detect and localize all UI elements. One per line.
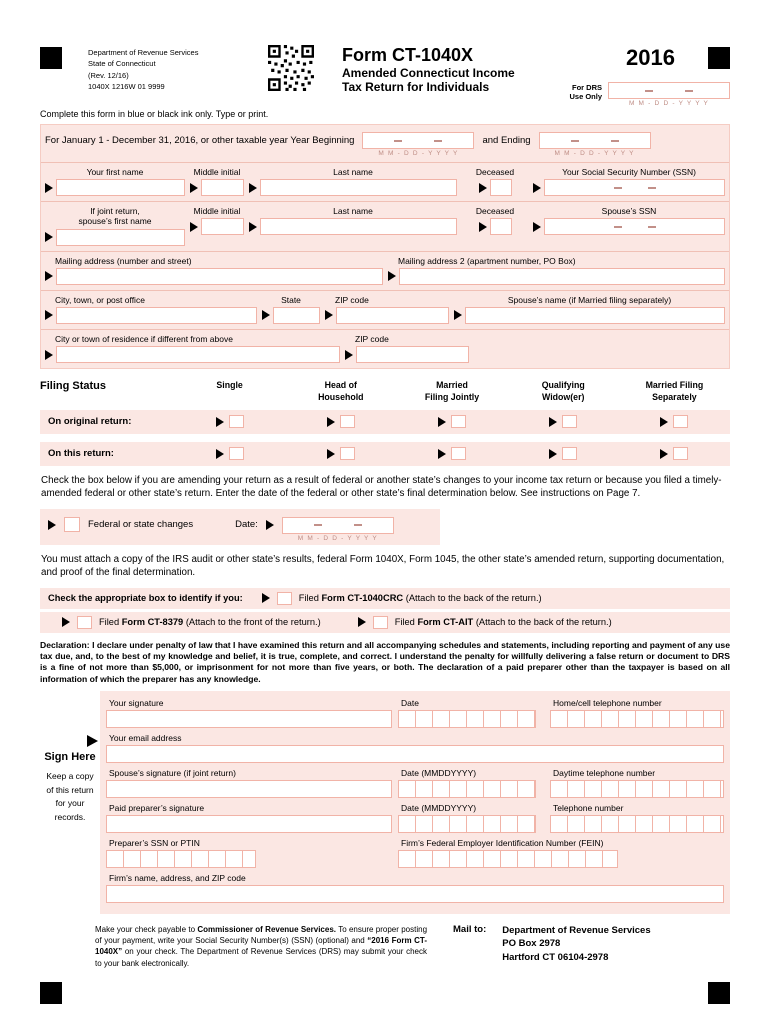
mailing-address-input[interactable] [56,268,383,285]
form-header [40,45,730,107]
preparer-signature-input[interactable] [106,815,392,833]
date-format-hint: M M - D D - Y Y Y Y [554,150,635,157]
preparer-phone-input[interactable] [550,815,724,833]
identify-lead-label: Check the appropriate box to identify if you: [48,593,243,604]
daytime-phone-label: Daytime telephone number [553,768,656,779]
title-block [342,45,515,94]
preparer-ssn-label: Preparer’s SSN or PTIN [109,838,200,849]
arrow-icon [358,617,366,627]
identify-row-1 [40,588,730,609]
deceased-checkbox[interactable] [490,179,512,196]
taxable-year-row [41,125,729,162]
registration-mark [708,982,730,1004]
city-state-zip-row [41,290,729,329]
and-ending-label: and Ending [482,135,531,146]
arrow-icon [660,417,668,427]
signature-date-label: Date [401,698,419,709]
arrow-icon [549,449,557,459]
current-head-of-household-checkbox[interactable] [340,447,355,460]
declaration-text: Declaration: I declare under penalty of law that I have examined this return and all accompanying schedules and statements, including reporting and payment of any use tax due, and, to the best of my knowledge and belief, it is true, complete, and correct. I understand the penalty for willfully delivering a false return or document to DRS is a fine of not more than $5,000, or imprisonment for not more than five years, or both. The declaration of a paid preparer other than the taxpayer is based on all information of which the preparer has any knowledge. [40,639,730,684]
arrow-icon [325,310,333,320]
current-single-checkbox[interactable] [229,447,244,460]
joint-return-label-line: If joint return, [90,206,140,217]
current-qualifying-widow-checkbox[interactable] [562,447,577,460]
mailing-address-label: Mailing address (number and street) [55,255,192,266]
filing-cell [396,447,507,460]
your-signature-label: Your signature [109,698,164,709]
original-return-label: On original return: [48,416,132,428]
home-phone-input[interactable] [550,710,724,728]
signature-date-input[interactable] [398,710,536,728]
arrow-icon [454,310,462,320]
deceased-label: Deceased [475,167,515,177]
spouse-ssn-label: Spouse’s SSN [601,206,657,217]
firm-info-label: Firm’s name, address, and ZIP code [109,873,246,884]
home-phone-label: Home/cell telephone number [553,698,662,709]
arrow-icon [190,183,198,193]
federal-state-changes-checkbox[interactable] [64,517,80,532]
residence-city-label: City or town of residence if different from above [55,333,233,344]
form-subtitle: Amended Connecticut Income [342,66,515,80]
arrow-icon [45,350,53,360]
original-married-filing-jointly-checkbox[interactable] [451,415,466,428]
arrow-icon [190,222,198,232]
email-input[interactable] [106,745,724,763]
filing-cell [508,415,619,428]
amend-instructions: Check the box below if you are amending your return as a result of federal or another state’s changes to your income tax return or because you filed a timely-amended federal or other state’s return. Enter the date of the federal or other state’s final determination below. See instructions on Page 7. [41,474,722,499]
filing-column-header: Single [216,380,243,391]
ssn-label: Your Social Security Number (SSN) [562,167,696,177]
spouse-name-label: Spouse’s name (if Married filing separately) [507,294,672,305]
middle-initial-label: Middle initial [193,167,241,177]
check-instructions: Make your check payable to Commissioner of Revenue Services. To ensure proper posting of your payment, write your Social Security Number(s) (SSN) (optional) and “2016 Form CT-1040X” on your check. The Department of Revenue Services (DRS) may submit your check to your bank electronically. [95,925,428,968]
filing-cell [285,447,396,460]
agency-block [88,47,198,92]
joint-return-label [45,206,185,226]
filing-status-heading: Filing Status [40,380,106,393]
ct-ait-label: Filed Form CT-AIT (Attach to the back of the return.) [394,617,612,628]
identification-section [40,124,730,369]
residence-zip-input[interactable] [356,346,469,363]
filing-column-header: Married Filing Separately [645,380,704,402]
footer [40,924,730,969]
spouse-date-label: Date (MMDDYYYY) [401,768,477,779]
arrow-icon [216,417,224,427]
arrow-icon [45,232,53,242]
signature-fields [100,691,730,914]
federal-state-changes-row [40,509,440,545]
filing-column-header: Qualifying Widow(er) [541,380,585,402]
last-name-input[interactable] [260,179,457,196]
city-label: City, town, or post office [55,294,145,305]
arrow-icon [438,449,446,459]
arrow-icon [48,520,56,530]
spouse-deceased-checkbox[interactable] [490,218,512,235]
arrow-icon [45,310,53,320]
mailing-address2-label: Mailing address 2 (apartment number, PO Box) [398,255,576,266]
registration-mark [40,982,62,1004]
preparer-date-label: Date (MMDDYYYY) [401,803,477,814]
determination-date-input[interactable] [282,517,394,534]
mailing-address2-input[interactable] [399,268,725,285]
arrow-icon [249,222,257,232]
mail-address-line: Department of Revenue Services [502,925,651,937]
determination-date-label: Date: [235,518,258,530]
agency-line: State of Connecticut [88,59,156,69]
arrow-icon [266,520,274,530]
ct-1040crc-label: Filed Form CT-1040CRC (Attach to the back of the return.) [298,593,542,604]
ssn-input[interactable] [544,179,725,196]
original-single-checkbox[interactable] [229,415,244,428]
date-format-hint: M M - D D - Y Y Y Y [378,150,459,157]
arrow-icon [249,183,257,193]
qr-code [268,45,314,91]
state-label: State [281,294,301,305]
agency-line: Department of Revenue Services [88,48,199,57]
fein-input[interactable] [398,850,618,868]
ct-8379-label: Filed Form CT-8379 (Attach to the front of the return.) [99,617,321,628]
ct-8379-checkbox[interactable] [77,616,92,629]
original-qualifying-widow-checkbox[interactable] [562,415,577,428]
arrow-icon [262,310,270,320]
spouse-middle-initial-input[interactable] [201,218,244,235]
original-head-of-household-checkbox[interactable] [340,415,355,428]
filing-cell [174,447,285,460]
year-beginning-input[interactable] [362,132,474,149]
zip-label: ZIP code [355,333,389,344]
state-input[interactable] [273,307,320,324]
arrow-icon [533,222,541,232]
year-ending-input[interactable] [539,132,651,149]
preparer-date-input[interactable] [398,815,536,833]
residence-row [41,329,729,368]
arrow-icon [45,271,53,281]
last-name-label: Last name [333,167,373,177]
last-name-label: Last name [333,206,373,217]
mail-address-line: PO Box 2978 [502,938,561,950]
filing-column-header: Married Filing Jointly [424,380,480,402]
ct-ait-checkbox[interactable] [373,616,388,629]
email-label: Your email address [109,733,182,744]
this-return-label: On this return: [48,448,114,460]
arrow-icon [438,417,446,427]
drs-use-only-label [569,82,602,102]
form-subtitle: Tax Return for Individuals [342,80,490,95]
mail-to-label: Mail to: [453,924,487,936]
filing-cell [396,415,507,428]
ct-1040crc-checkbox[interactable] [277,592,292,605]
taxable-year-label: For January 1 - December 31, 2016, or other taxable year Year Beginning [45,135,355,146]
keep-copy-note: Keep a copy of this return for your records. [46,771,94,822]
this-return-row [40,442,730,466]
arrow-icon [479,222,487,232]
arrow-icon [660,449,668,459]
mailing-address-row [41,251,729,290]
filing-cell [508,447,619,460]
first-name-input[interactable] [56,179,185,196]
spouse-first-name-input[interactable] [56,229,185,246]
sign-here-block [40,691,100,914]
arrow-icon [262,593,270,603]
first-name-label: Your first name [86,167,144,177]
spouse-name-input[interactable] [465,307,725,324]
preparer-ssn-input[interactable] [106,850,256,868]
signature-section [40,691,730,914]
arrow-icon [479,183,487,193]
filing-status-header [40,380,730,403]
revision-note: (Rev. 12/16) [88,70,129,80]
drs-date-input[interactable] [608,82,730,99]
fein-label: Firm’s Federal Employer Identification Number (FEIN) [401,838,604,849]
current-married-filing-jointly-checkbox[interactable] [451,447,466,460]
firm-info-input[interactable] [106,885,724,903]
filing-cell [619,447,730,460]
original-return-row [40,410,730,434]
spouse-signature-label: Spouse’s signature (if joint return) [109,768,236,779]
spouse-last-name-input[interactable] [260,218,457,235]
taxpayer-name-row [41,162,729,201]
city-input[interactable] [56,307,257,324]
joint-return-label-line: spouse’s first name [78,216,152,227]
zip-input[interactable] [336,307,449,324]
current-married-filing-separately-checkbox[interactable] [673,447,688,460]
drs-label-line: For DRS [572,83,602,92]
form-title: Form CT-1040X [342,45,474,65]
residence-city-input[interactable] [56,346,340,363]
arrow-icon [549,417,557,427]
daytime-phone-input[interactable] [550,780,724,798]
form-code: 1040X 1216W 01 9999 [88,81,165,91]
sign-here-label: Sign Here [44,751,96,764]
middle-initial-label: Middle initial [193,206,241,217]
mailing-destination [502,924,650,969]
attach-instructions: You must attach a copy of the IRS audit or other state’s results, federal Form 1040X, Form 1045, the other state’s amended return, supporting documentation, and proof of the final determination. [41,553,725,578]
arrow-icon [45,183,53,193]
deceased-label: Deceased [475,206,515,217]
your-signature-input[interactable] [106,710,392,728]
filing-cell [619,415,730,428]
spouse-date-input[interactable] [398,780,536,798]
arrow-icon [327,449,335,459]
arrow-icon [533,183,541,193]
federal-state-changes-label: Federal or state changes [88,518,194,530]
sign-here-arrow-icon [87,735,98,747]
arrow-icon [216,449,224,459]
tax-year: 2016 [626,45,675,70]
arrow-icon [345,350,353,360]
spouse-signature-input[interactable] [106,780,392,798]
drs-label-line: Use Only [569,92,602,102]
filing-cell [285,415,396,428]
arrow-icon [62,617,70,627]
date-format-hint: M M - D D - Y Y Y Y [628,100,710,107]
mail-address-line: Hartford CT 06104-2978 [502,951,609,963]
arrow-icon [388,271,396,281]
spouse-name-row [41,201,729,250]
preparer-phone-label: Telephone number [553,803,624,814]
date-format-hint: M M - D D - Y Y Y Y [297,534,378,542]
drs-use-only-block [569,82,730,107]
zip-label: ZIP code [335,294,369,305]
spouse-ssn-input[interactable] [544,218,725,235]
arrow-icon [327,417,335,427]
middle-initial-input[interactable] [201,179,244,196]
identify-row-2 [40,612,730,633]
ink-instruction: Complete this form in blue or black ink only. Type or print. [40,109,269,119]
filing-cell [174,415,285,428]
original-married-filing-separately-checkbox[interactable] [673,415,688,428]
preparer-signature-label: Paid preparer’s signature [109,803,205,814]
filing-column-header: Head of Household [318,380,364,402]
